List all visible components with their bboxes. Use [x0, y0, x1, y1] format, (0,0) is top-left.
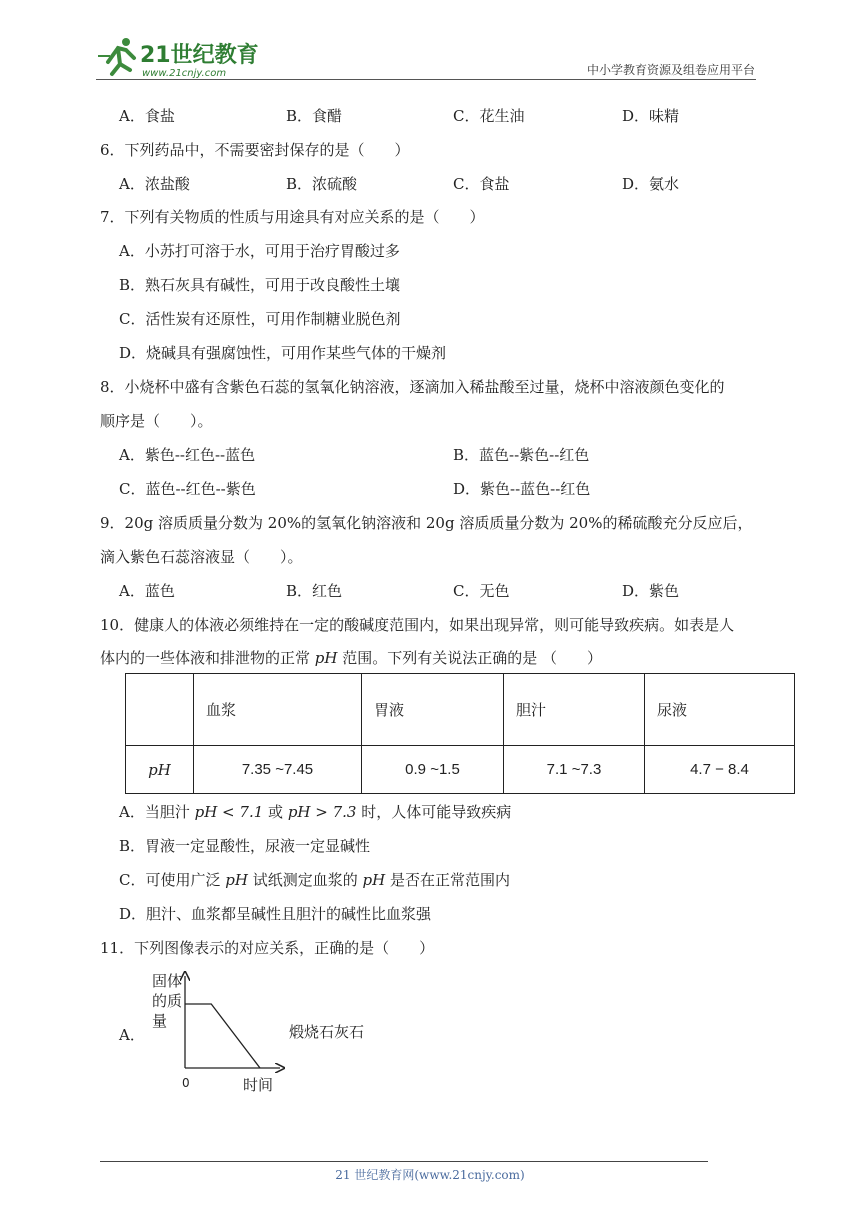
q9-stem-line2: 滴入紫色石蕊溶液显（ ）。	[100, 548, 303, 566]
q7-stem: 7．下列有关物质的性质与用途具有对应关系的是（ ）	[100, 208, 485, 226]
svg-text:21世纪教育: 21世纪教育	[140, 43, 259, 68]
ph-value: 4.7 − 8.4	[645, 746, 795, 794]
footer-divider	[100, 1161, 708, 1162]
q5-option-d: D．味精	[622, 107, 680, 125]
origin-label: 0	[182, 1076, 190, 1090]
y-axis-label: 的质	[152, 992, 183, 1010]
q9-option-a: A．蓝色	[119, 582, 175, 600]
q11-chart	[140, 968, 290, 1098]
q5-option-a: A．食盐	[119, 107, 175, 125]
q10-option-b: B．胃液一定显酸性，尿液一定显碱性	[119, 837, 371, 855]
q6-option-a: A．浓盐酸	[119, 175, 190, 193]
q11-option-a-text: 煅烧石灰石	[289, 1023, 365, 1041]
q6-option-d: D．氨水	[622, 175, 680, 193]
q9-option-d: D．紫色	[622, 582, 680, 600]
q10-stem-line1: 10．健康人的体液必须维持在一定的酸碱度范围内，如果出现异常，则可能导致疾病。如表是人	[100, 616, 735, 634]
svg-text:www.21cnjy.com: www.21cnjy.com	[142, 68, 227, 79]
q10-option-a: A．当胆汁 pH < 7.1 或 pH > 7.3 时，人体可能导致疾病	[119, 803, 512, 821]
q6-option-b: B．浓硫酸	[286, 175, 358, 193]
ph-value: 0.9 ~1.5	[362, 746, 504, 794]
header-divider	[96, 79, 756, 80]
y-axis-label: 固体	[152, 972, 183, 990]
ph-table	[125, 673, 795, 794]
ph-row-label: pH	[126, 746, 194, 794]
y-axis-label: 量	[152, 1012, 168, 1030]
ph-value: 7.35 ~7.45	[194, 746, 362, 794]
q11-option-a-label: A．	[119, 1026, 145, 1044]
header-platform-text: 中小学教育资源及组卷应用平台	[586, 63, 755, 77]
series-line	[185, 1004, 260, 1068]
site-logo	[96, 34, 261, 82]
q5-option-c: C．花生油	[453, 107, 525, 125]
q8-option-b: B．蓝色--紫色--红色	[453, 446, 590, 464]
q7-option-d: D．烧碱具有强腐蚀性，可用作某些气体的干燥剂	[119, 344, 447, 362]
q10-option-d: D．胆汁、血浆都呈碱性且胆汁的碱性比血浆强	[119, 905, 432, 923]
ph-table-header: 胃液	[362, 674, 504, 746]
q11-stem: 11．下列图像表示的对应关系，正确的是（ ）	[100, 939, 435, 957]
q9-option-b: B．红色	[286, 582, 343, 600]
x-axis-label: 时间	[243, 1076, 274, 1094]
runner-icon	[98, 38, 134, 74]
q10-option-c: C．可使用广泛 pH 试纸测定血浆的 pH 是否在正常范围内	[119, 871, 510, 889]
q7-option-b: B．熟石灰具有碱性，可用于改良酸性土壤	[119, 276, 401, 294]
q9-stem-line1: 9．20g 溶质质量分数为 20%的氢氧化钠溶液和 20g 溶质质量分数为 20%的稀硫酸充分反应后，	[100, 514, 753, 532]
q5-option-b: B．食醋	[286, 107, 343, 125]
ph-table-header: 血浆	[194, 674, 362, 746]
q8-option-d: D．紫色--蓝色--红色	[453, 480, 591, 498]
q7-option-a: A．小苏打可溶于水，可用于治疗胃酸过多	[119, 242, 400, 260]
q8-stem-line2: 顺序是（ ）。	[100, 412, 213, 430]
q8-option-c: C．蓝色--红色--紫色	[119, 480, 256, 498]
q6-option-c: C．食盐	[453, 175, 510, 193]
ph-value: 7.1 ~7.3	[504, 746, 645, 794]
ph-table-header: 尿液	[645, 674, 795, 746]
q6-stem: 6．下列药品中，不需要密封保存的是（ ）	[100, 141, 410, 159]
footer-text: 21 世纪教育网(www.21cnjy.com)	[335, 1168, 525, 1182]
ph-table-value-row	[126, 746, 795, 794]
q10-stem-line2: 体内的一些体液和排泄物的正常 pH 范围。下列有关说法正确的是 （ ）	[100, 649, 603, 667]
ph-table-corner	[126, 674, 194, 746]
ph-table-header: 胆汁	[504, 674, 645, 746]
q8-stem-line1: 8．小烧杯中盛有含紫色石蕊的氢氧化钠溶液，逐滴加入稀盐酸至过量，烧杯中溶液颜色变化的	[100, 378, 725, 396]
q7-option-c: C．活性炭有还原性，可用作制糖业脱色剂	[119, 310, 401, 328]
ph-table-header-row	[126, 674, 795, 746]
q9-option-c: C．无色	[453, 582, 510, 600]
q8-option-a: A．紫色--红色--蓝色	[119, 446, 256, 464]
